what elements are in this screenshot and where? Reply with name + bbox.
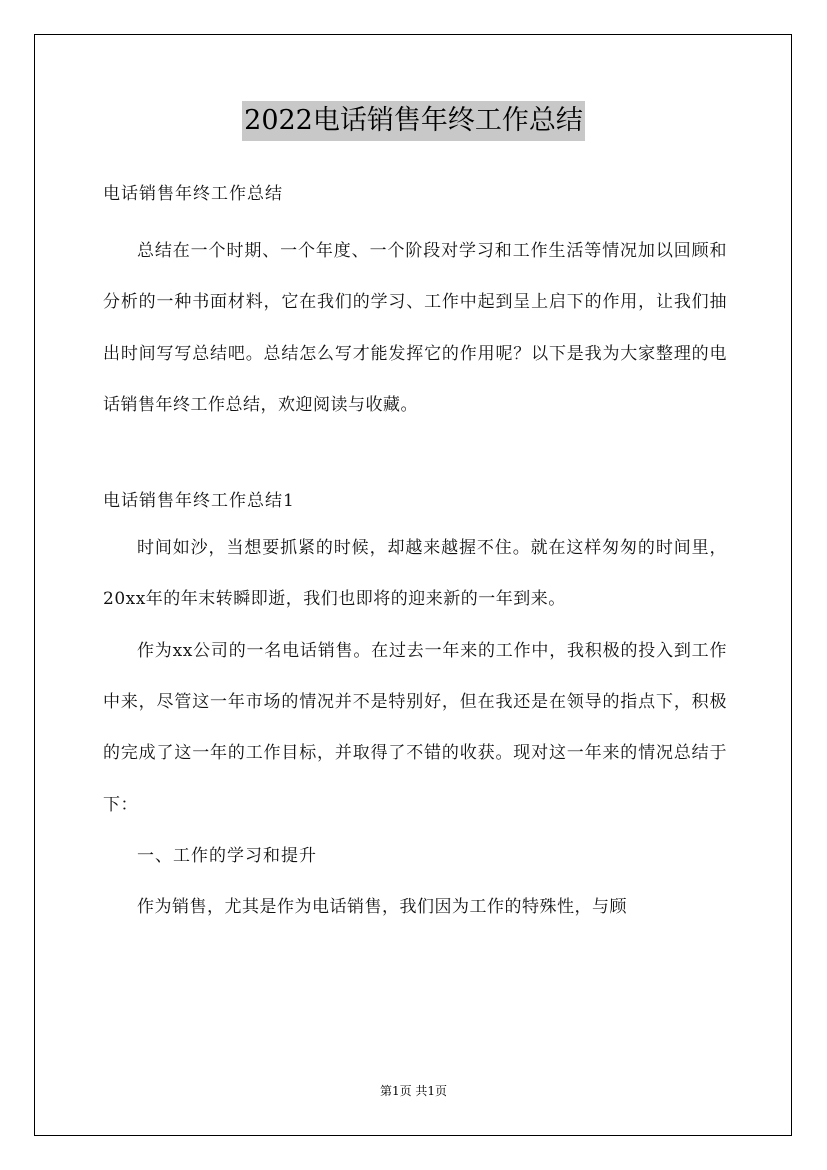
document-body	[103, 172, 727, 934]
body-paragraph: 时间如沙，当想要抓紧的时候，却越来越握不住。就在这样匆匆的时间里，20xx年的年末转瞬即逝，我们也即将的迎来新的一年到来。	[103, 538, 727, 610]
document-title: 2022电话销售年终工作总结	[242, 101, 585, 141]
body-paragraph: 作为销售，尤其是作为电话销售，我们因为工作的特殊性，与顾	[137, 897, 627, 918]
intro-paragraph: 总结在一个时期、一个年度、一个阶段对学习和工作生活等情况加以回顾和分析的一种书面材料，它在我们的学习、工作中起到呈上启下的作用，让我们抽出时间写写总结吧。总结怎么写才能发挥它的作用呢？以下是我为大家整理的电话销售年终工作总结，欢迎阅读与收藏。	[103, 241, 727, 415]
page-footer: 第1页 共1页	[379, 1084, 448, 1098]
section-spacer	[103, 431, 727, 479]
title-container	[0, 101, 827, 141]
sub-heading: 一、工作的学习和提升	[137, 845, 317, 866]
body-paragraph: 作为xx公司的一名电话销售。在过去一年来的工作中，我积极的投入到工作中来，尽管这一年市场的情况并不是特别好，但在我还是在领导的指点下，积极的完成了这一年的工作目标，并取得了不错的收获。现对这一年来的情况总结于下：	[103, 640, 727, 815]
document-subtitle: 电话销售年终工作总结	[103, 184, 283, 204]
section-heading: 电话销售年终工作总结1	[103, 491, 295, 512]
